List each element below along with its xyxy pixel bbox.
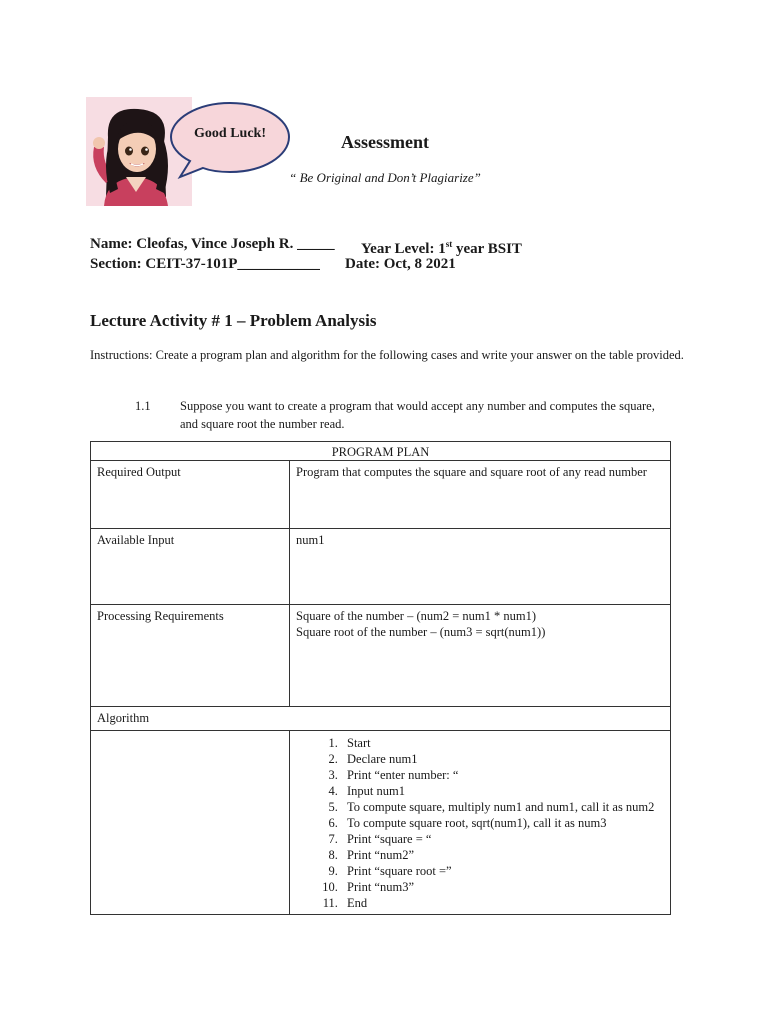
section-line bbox=[90, 254, 320, 274]
quote: “ Be Original and Don’t Plagiarize” bbox=[289, 170, 481, 185]
processing-line-1: Square of the number – (num2 = num1 * num1) bbox=[296, 609, 536, 623]
program-plan-table bbox=[90, 441, 671, 915]
table-header: PROGRAM PLAN bbox=[91, 442, 671, 461]
list-item: 4. Input num1 bbox=[341, 783, 664, 799]
row-value-available-input: num1 bbox=[290, 529, 671, 605]
table-row bbox=[91, 605, 671, 707]
table-row bbox=[91, 461, 671, 529]
section-value: CEIT-37-101P___________ bbox=[145, 256, 320, 272]
date-value: Oct, 8 2021 bbox=[383, 256, 456, 272]
algorithm-steps-cell bbox=[290, 731, 671, 915]
table-row bbox=[91, 529, 671, 605]
row-label-available-input: Available Input bbox=[91, 529, 290, 605]
list-item: 10. Print “num3” bbox=[341, 879, 664, 895]
year-value-rest: year BSIT bbox=[455, 241, 522, 257]
list-item: 8. Print “num2” bbox=[341, 847, 664, 863]
row-label-required-output: Required Output bbox=[91, 461, 290, 529]
algorithm-label: Algorithm bbox=[91, 707, 671, 731]
section-label: Section: bbox=[90, 256, 142, 272]
algorithm-empty-cell bbox=[91, 731, 290, 915]
list-item: 7. Print “square = “ bbox=[341, 831, 664, 847]
row-value-processing bbox=[290, 605, 671, 707]
activity-heading: Lecture Activity # 1 – Problem Analysis bbox=[90, 311, 377, 330]
list-item: 11. End bbox=[341, 895, 664, 911]
year-value: 1 bbox=[438, 241, 446, 257]
date-label: Date: bbox=[345, 256, 380, 272]
processing-line-2: Square root of the number – (num3 = sqrt(num1)) bbox=[296, 625, 546, 639]
list-item: 2. Declare num1 bbox=[341, 751, 664, 767]
name-label: Name: bbox=[90, 236, 133, 252]
name-value: Cleofas, Vince Joseph R. _____ bbox=[136, 236, 335, 252]
table-row bbox=[91, 731, 671, 915]
date-line bbox=[345, 254, 456, 274]
year-label: Year Level: bbox=[361, 241, 435, 257]
item-text: Suppose you want to create a program that would accept any number and computes the square, and square root the number read. bbox=[180, 399, 655, 431]
list-item: 6. To compute square root, sqrt(num1), call it as num3 bbox=[341, 815, 664, 831]
list-item: 1. Start bbox=[341, 735, 664, 751]
row-label-processing: Processing Requirements bbox=[91, 605, 290, 707]
bubble-text: Good Luck! bbox=[194, 126, 266, 141]
instructions: Instructions: Create a program plan and algorithm for the following cases and write your answer on the table provided. bbox=[90, 348, 684, 362]
page-title: Assessment bbox=[341, 132, 429, 152]
year-superscript: st bbox=[445, 239, 453, 249]
name-line bbox=[90, 234, 335, 254]
algorithm-list bbox=[296, 735, 664, 911]
item-number: 1.1 bbox=[135, 399, 151, 413]
list-item: 5. To compute square, multiply num1 and num1, call it as num2 bbox=[341, 799, 664, 815]
list-item: 3. Print “enter number: “ bbox=[341, 767, 664, 783]
list-item: 9. Print “square root =” bbox=[341, 863, 664, 879]
table-row bbox=[91, 707, 671, 731]
row-value-required-output: Program that computes the square and square root of any read number bbox=[290, 461, 671, 529]
